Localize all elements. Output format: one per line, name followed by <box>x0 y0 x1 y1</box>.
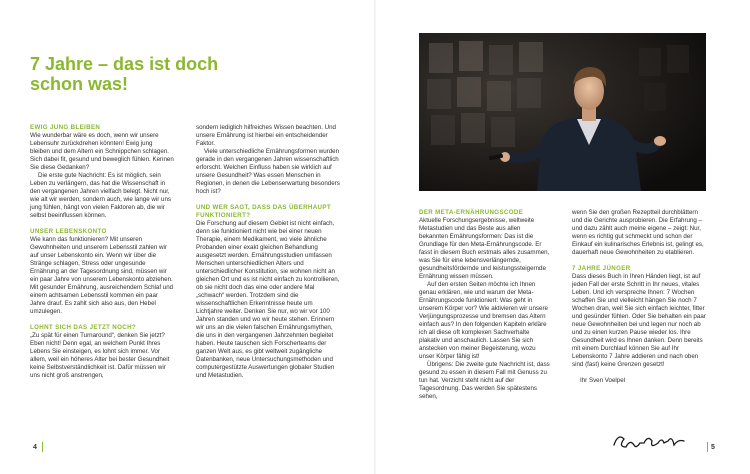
closing-line: Ihr Sven Voelpel <box>580 377 626 384</box>
right-column-1 <box>419 209 550 401</box>
speaker-photo <box>419 33 706 191</box>
section-heading: EWIG JUNG BLEIBEN <box>30 124 101 131</box>
paragraph: Die Forschung auf diesem Gebiet ist nicht einfach, denn sie funktioniert nicht wie bei einer neuen Therapie, einem Medikament, wo viele ähnliche Probanden einer exakt gleichen Behandlung ausgesetzt werden. Ernährungsstudien umfassen Menschen unterschiedlichen Alters und unterschiedlicher Konstitution, sie wohnen nicht an gleichen Ort und es ist nicht einfach zu kontrollieren, ob sie nicht doch das eine oder andere Mal „schwach“ werden. Trotzdem sind die wissenschaftlichen Erkenntnisse heute um Lichtjahre weiter. Denken Sie nur, wo wir vor 100 Jahren standen und wo wir heute stehen. Erinnern wir uns an die vielen falschen Ernährungsmythen, die uns in den vergangenen Jahrzehnten begleitet haben. Heute tauschen sich Forscherteams der ganzen Welt aus, es gibt weltweit zugängliche Datenbanken, neue Untersuchungsmethoden und computergestützte Auswertungen globaler Studien und Metastudien. <box>196 220 340 379</box>
paragraph: „Zu spät für einen Turnaround“, denken Sie jetzt? Eben nicht! Denn egal, an welchem Punkt Ihres Lebens Sie einsteigen, es lohnt sich immer. Vor allem, weil ein höheres Alter bei bester Gesundheit keine Selbstverständlichkeit ist. Dafür müssen wir uns nicht groß anstrengen, <box>30 332 170 379</box>
right-column-2 <box>572 209 708 385</box>
paragraph: Übrigens: Die zweite gute Nachricht ist, dass gesund zu essen in diesem Fall mit Genuss zu tun hat. Verzicht steht nicht auf der Tagesordnung. Das werden Sie spätestens sehen, <box>419 361 550 400</box>
paragraph: sondern lediglich hilfreiches Wissen beachten. Und unsere Ernährung ist hierbei ein entscheidender Faktor. <box>196 124 336 147</box>
section-heading: UNSER LEBENSKONTO <box>30 228 107 235</box>
left-column-2 <box>196 124 340 380</box>
page-gutter <box>374 0 376 474</box>
page-number-left: 4 <box>33 444 37 451</box>
section-heading: 7 JAHRE JÜNGER <box>572 265 631 272</box>
paragraph: Wie wunderbar wäre es doch, wenn wir unsere Lebensuhr zurückdrehen könnten! Ewig jung bleiben und dem Altern ein Schnippchen schlagen. Sich dabei fit, gesund und beweglich fühlen. Kennen Sie diese Gedanken? <box>30 132 174 171</box>
paragraph: Wie kann das funktionieren? Mit unseren Gewohnheiten und unserem Lebensstil zahlen wir auf unser Lebenskonto ein. Wenn wir über die Stränge schlagen, Stress oder ungesunde Ernährung an der Tagesordnung sind, müssen wir ein paar Jahre von unserem Lebenskonto abziehen. Mit gesunder Ernährung, ausreichendem Schlaf und einem achtsamen Lebensstil kommen ein paar Jahre drauf. Es zahlt sich also aus, den Hebel umzulegen. <box>30 236 174 315</box>
paragraph: Die erste gute Nachricht: Es ist möglich, sein Leben zu verlängern, das hat die Wissenschaft in den vergangenen Jahren vielfach belegt. Nicht nur, wie alt wir werden, sondern auch, wie lange wir uns jung fühlen, hängt von vielen Faktoren ab, die wir selbst beeinflussen können. <box>30 172 172 219</box>
section-heading: UND WER SAGT, DASS DAS ÜBERHAUPT FUNKTIONIERT? <box>196 204 331 219</box>
author-signature <box>612 429 692 453</box>
paragraph: wenn Sie den großen Rezeptteil durchblättern und die Gerichte ausprobieren. Die Erfahrung – und dazu zählt auch meine eigene – zeigt: Nur, wenn es richtig gut schmeckt und schon der Einkauf ein kulinarisches Erlebnis ist, gelingt es, dauerhaft neue Gewohnheiten zu etablieren. <box>572 209 704 256</box>
page-title: 7 Jahre – das ist doch schon was! <box>30 54 219 94</box>
section-heading: LOHNT SICH DAS JETZT NOCH? <box>30 324 137 331</box>
page-number-right: 5 <box>711 444 715 451</box>
paragraph: Aktuelle Forschungsergebnisse, weltweite Metastudien und das Beste aus allen bekannten Ernährungsformen: Das ist die Grundlage für den Meta-Ernährungscode. Er fasst in diesem Buch erstmals alles zusammen, was Sie für eine lebensverlängernde, gesundheitsfördernde und leistungssteigernde Ernährung wissen müssen. <box>419 217 550 280</box>
section-heading: DER META-ERNÄHRUNGSCODE <box>419 209 524 216</box>
page-number-rule <box>707 442 708 452</box>
paragraph: Dass dieses Buch in Ihren Händen liegt, ist auf jeden Fall der erste Schritt in Ihr neues, vitales Leben. Und ich verspreche Ihnen: 7 Wochen schaffen Sie und vielleicht hängen Sie noch 7 Wochen dran, weil Sie sich einfach leichter, fitter und gesünder fühlen. Oder Sie behalten ein paar neue Gewohnheiten bei und legen nur noch ab und zu einen kurzen Pause wieder los. Ihre Gesundheit wird es Ihnen danken. Denn bereits mit einem Durchlauf können Sie auf Ihr Lebenskonto 7 Jahre addieren und nach oben sind (fast) keine Grenzen gesetzt! <box>572 273 706 368</box>
paragraph: Auf den ersten Seiten möchte ich Ihnen genau erklären, wie und warum der Meta-Ernährungscode funktioniert: Was geht in unserem Körper vor? Wie aktivieren wir unsere Verjüngungsprozesse und bremsen das Altern einfach aus? In den folgenden Kapiteln erkläre ich all diese oft komplexen Sachverhalte plakativ und anschaulich. Lassen Sie sich anstecken von meiner Begeisterung, wozu unser Körper fähig ist! <box>419 281 548 360</box>
page-number-rule <box>42 442 43 452</box>
paragraph: Viele unterschiedliche Ernährungsformen wurden gerade in den vergangenen Jahren wissenschaftlich erforscht. Welchen Einfluss haben sie wirklich auf unsere Gesundheit? Was essen Menschen in Regionen, in denen die Lebenserwartung besonders hoch ist? <box>196 148 340 195</box>
left-column-1 <box>30 124 174 380</box>
